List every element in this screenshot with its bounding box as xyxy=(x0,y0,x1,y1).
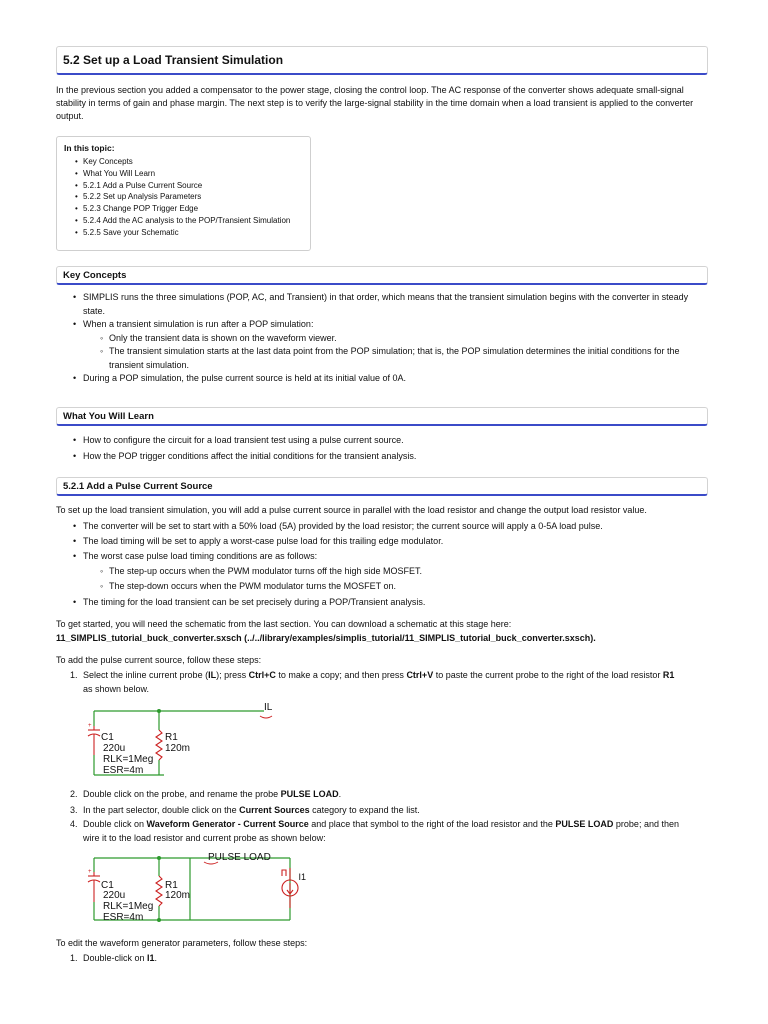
step-text: . xyxy=(338,789,342,799)
res-ref: R1 xyxy=(165,880,178,891)
toc-link[interactable]: • 5.2.5 Save your Schematic xyxy=(64,227,303,239)
toc-link[interactable]: • Key Concepts xyxy=(64,156,303,168)
cap-ref: C1 xyxy=(101,880,114,891)
step-text: Double-click on xyxy=(83,953,148,963)
current-probe-icon xyxy=(260,716,272,718)
probe-label: IL xyxy=(264,702,273,713)
step-text: and place that symbol to the right of the load resistor and the xyxy=(308,819,556,829)
capacitor-symbol xyxy=(88,726,100,755)
polarity-mark: + xyxy=(88,869,92,875)
list-item: • When a transient simulation is run after a POP simulation: xyxy=(56,318,708,332)
list-item: ◦ The transient simulation starts at the last data point from the POP simulation; that is, the POP simulation determines the initial conditions for the transient simulation. xyxy=(56,345,708,372)
step-text: wire it to the load resistor and current probe as shown below: xyxy=(83,832,326,843)
step-number: 1. xyxy=(70,953,78,963)
toc-link[interactable]: • 5.2.2 Set up Analysis Parameters xyxy=(64,191,303,203)
topic-title: In this topic: xyxy=(64,143,115,153)
step-text: Select the inline current probe ( xyxy=(83,670,209,680)
toc-link[interactable]: • 5.2.4 Add the AC analysis to the POP/Transient Simulation xyxy=(64,215,303,227)
heading-what-you-will-learn: What You Will Learn xyxy=(56,407,708,426)
schematic-il-probe xyxy=(84,700,284,780)
key-concepts-list xyxy=(56,291,708,386)
cap-rlk: RLK=1Meg xyxy=(103,754,154,765)
edit-steps-intro: To edit the waveform generator parameters, follow these steps: xyxy=(56,938,308,948)
step-number: 1. xyxy=(70,670,78,680)
add-steps-list xyxy=(56,669,708,696)
step-bold: PULSE LOAD xyxy=(280,789,339,799)
junction-dot xyxy=(157,856,161,860)
list-item: • How the POP trigger conditions affect the initial conditions for the transient analysis. xyxy=(56,448,708,464)
cap-value: 220u xyxy=(103,890,126,901)
download-link[interactable]: 11_SIMPLIS_tutorial_buck_converter.sxsch (../../library/examples/simplis_tutorial/11_SIMPLIS_tutorial_buck_converter.sxsch). xyxy=(56,633,596,643)
step-bold: Waveform Generator - Current Source xyxy=(146,819,309,829)
source-ref: I1 xyxy=(298,872,306,882)
step-3 xyxy=(56,802,708,818)
cap-esr: ESR=4m xyxy=(103,765,144,776)
list-item: • During a POP simulation, the pulse current source is held at its initial value of 0A. xyxy=(56,372,708,386)
toc-link[interactable]: • 5.2.1 Add a Pulse Current Source xyxy=(64,180,303,192)
step-text: category to expand the list. xyxy=(309,805,420,815)
timing-list xyxy=(56,519,708,611)
capacitor-symbol xyxy=(88,872,100,902)
junction-dot xyxy=(157,709,161,713)
step-text: . xyxy=(154,953,158,963)
cap-ref: C1 xyxy=(101,732,114,743)
res-value: 120m xyxy=(165,890,191,901)
step-1 xyxy=(56,669,708,696)
step-bold: Ctrl+V xyxy=(406,670,434,680)
step-number: 2. xyxy=(70,789,78,799)
step-4 xyxy=(56,818,708,845)
list-item: ◦ The step-up occurs when the PWM modulator turns off the high side MOSFET. xyxy=(56,564,708,579)
junction-dot xyxy=(157,918,161,922)
add-steps-intro: To add the pulse current source, follow these steps: xyxy=(56,655,262,665)
polarity-mark: + xyxy=(88,723,92,729)
step-bold: I1 xyxy=(147,953,155,963)
step-text: to paste the current probe to the right of the load resistor xyxy=(433,670,663,680)
step-text: In the part selector, double click on the xyxy=(83,805,240,815)
add-steps-list-cont xyxy=(56,786,708,845)
topic-box xyxy=(56,136,311,251)
list-item: • How to configure the circuit for a load transient test using a pulse current source. xyxy=(56,432,708,448)
resistor-symbol xyxy=(156,876,162,906)
resistor-symbol xyxy=(156,730,162,760)
pulse-source-symbol xyxy=(282,868,298,908)
list-item: • The timing for the load transient can be set precisely during a POP/Transient analysis. xyxy=(56,594,708,611)
step-text: ); press xyxy=(216,670,249,680)
heading-add-pulse-current-source: 5.2.1 Add a Pulse Current Source xyxy=(56,477,708,496)
cap-rlk: RLK=1Meg xyxy=(103,901,154,912)
step-text: to make a copy; and then press xyxy=(275,670,407,680)
res-ref: R1 xyxy=(165,732,178,743)
list-item: • The converter will be set to start with a 50% load (5A) provided by the load resistor; the current source will apply a 0-5A load pulse. xyxy=(56,519,708,534)
list-item: • The worst case pulse load timing conditions are as follows: xyxy=(56,549,708,564)
step-text: probe; and then xyxy=(613,819,679,829)
page-title: 5.2 Set up a Load Transient Simulation xyxy=(56,46,708,75)
list-item: • SIMPLIS runs the three simulations (POP, AC, and Transient) in that order, which means that the transient simulation begins with the converter in steady state. xyxy=(56,291,708,318)
step-text: as shown below. xyxy=(83,683,150,694)
step-2 xyxy=(56,786,708,802)
step-bold: IL xyxy=(208,670,217,680)
edit-steps-list xyxy=(56,952,708,966)
intro-paragraph: In the previous section you added a compensator to the power stage, closing the control loop. The AC response of the converter shows adequate small-signal stability in terms of gain and phase margin. The next step is to verify the large-signal stability in the time domain when a load transient is applied to the converter output. xyxy=(56,85,694,121)
res-value: 120m xyxy=(165,743,191,754)
step-bold: R1 xyxy=(662,670,675,680)
toc-link[interactable]: • What You Will Learn xyxy=(64,168,303,180)
cap-esr: ESR=4m xyxy=(103,912,144,923)
probe-label: PULSE LOAD xyxy=(208,852,271,863)
toc-link[interactable]: • 5.2.3 Change POP Trigger Edge xyxy=(64,203,303,215)
step-1 xyxy=(56,952,708,966)
schematic-pulse-load xyxy=(84,846,304,924)
step-bold: Ctrl+C xyxy=(248,670,276,680)
list-item: ◦ The step-down occurs when the PWM modulator turns the MOSFET on. xyxy=(56,579,708,594)
step-bold: PULSE LOAD xyxy=(555,819,614,829)
step-number: 3. xyxy=(70,805,78,815)
section-intro: To set up the load transient simulation, you will add a pulse current source in parallel with the load resistor and change the output load resistor value. xyxy=(56,505,647,515)
list-item: • The load timing will be set to apply a worst-case pulse load for this trailing edge modulator. xyxy=(56,534,708,549)
cap-value: 220u xyxy=(103,743,126,754)
step-bold: Current Sources xyxy=(239,805,310,815)
step-text: Double click on the probe, and rename the probe xyxy=(83,789,281,799)
list-item: ◦ Only the transient data is shown on the waveform viewer. xyxy=(56,332,708,346)
step-number: 4. xyxy=(70,819,78,829)
get-started-text: To get started, you will need the schematic from the last section. You can download a schematic at this stage here: xyxy=(56,619,512,629)
learn-list xyxy=(56,432,708,464)
heading-key-concepts: Key Concepts xyxy=(56,266,708,285)
step-text: Double click on xyxy=(83,819,147,829)
